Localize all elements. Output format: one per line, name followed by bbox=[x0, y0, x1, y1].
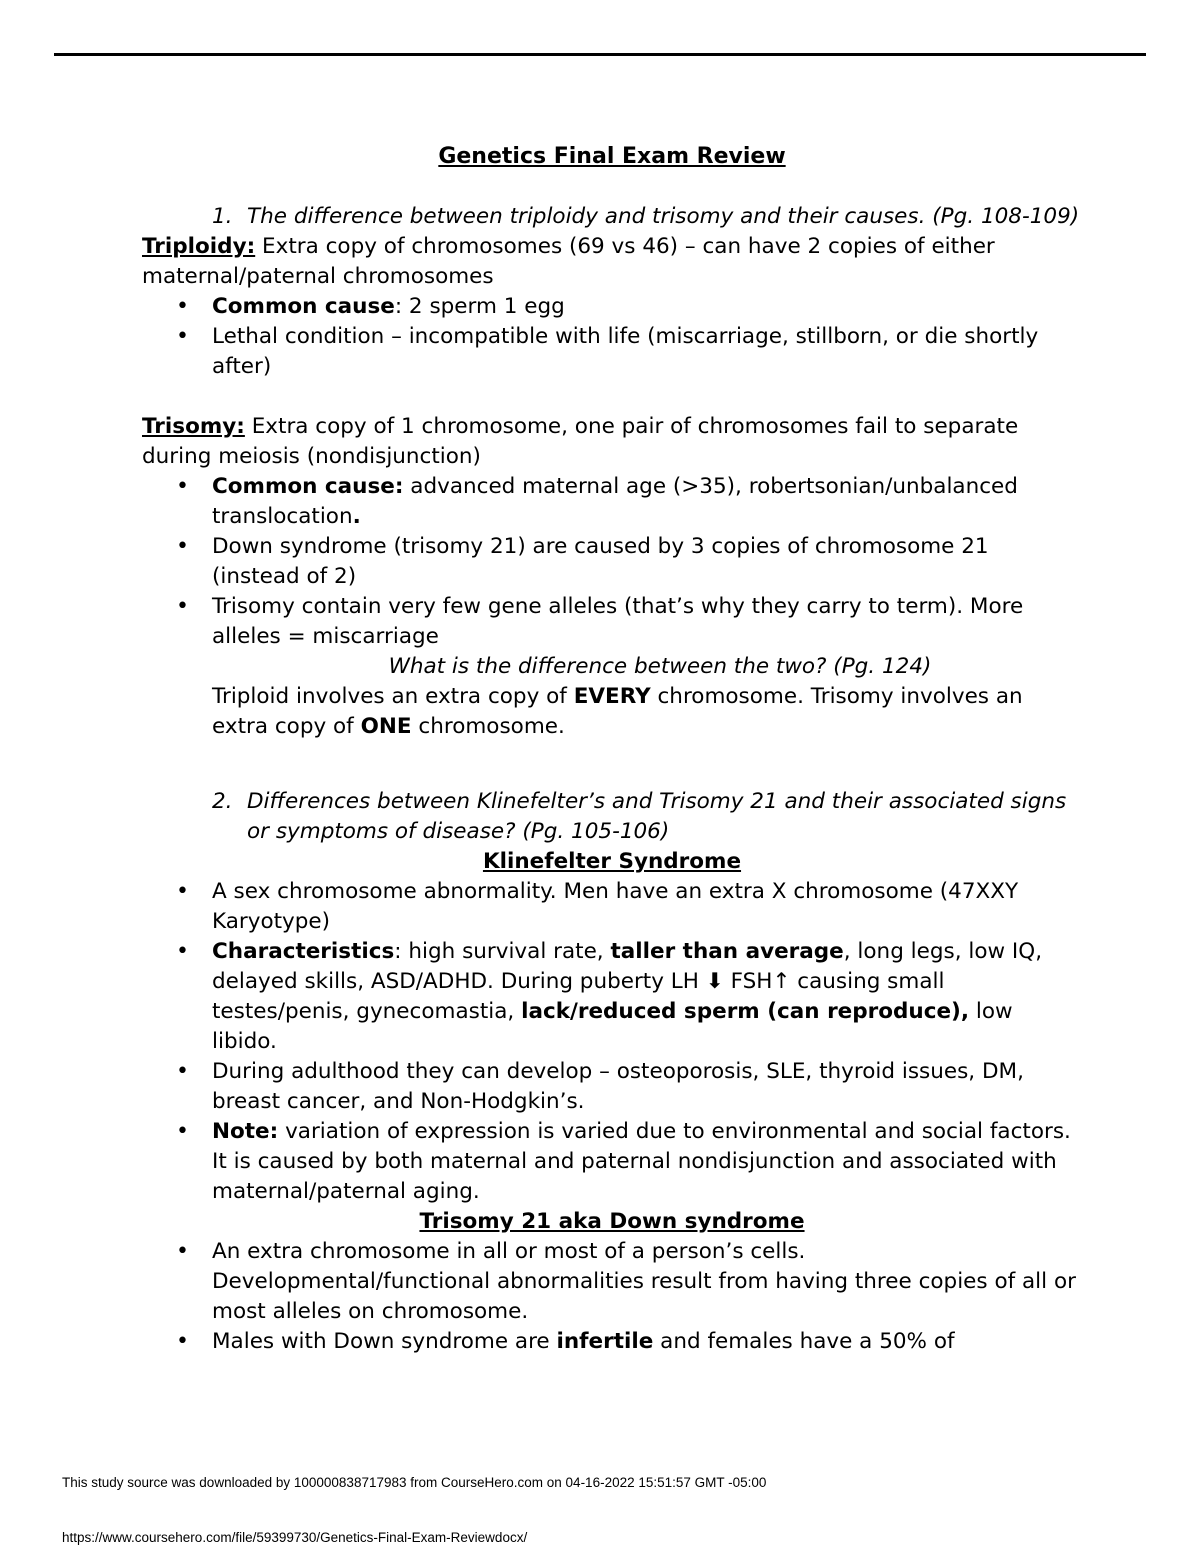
bullet-bold: Characteristics bbox=[212, 939, 395, 964]
list-item bbox=[142, 322, 1082, 382]
triploidy-bullets bbox=[142, 292, 1082, 382]
bullet-bold: Note: bbox=[212, 1119, 279, 1144]
question-number: 1. bbox=[212, 204, 233, 229]
list-item bbox=[142, 532, 1082, 592]
bullet-text: A sex chromosome abnormality. Men have an extra X chromosome (47XXY Karyotype) bbox=[212, 879, 1019, 934]
bullet-text: : 2 sperm 1 egg bbox=[394, 294, 565, 319]
list-item bbox=[142, 877, 1082, 937]
klinefelter-heading: Klinefelter Syndrome bbox=[482, 849, 742, 874]
bullet-text: , long legs, low IQ, delayed skills, ASD/ADHD. During puberty LH ⬇ FSH↑ causing small testes/penis, gynecomastia, bbox=[212, 939, 1043, 1024]
question-text: Differences between Klinefelter’s and Trisomy 21 and their associated signs or symptoms of disease? (Pg. 105-106) bbox=[247, 789, 1067, 844]
top-rule bbox=[54, 53, 1146, 56]
list-item bbox=[142, 1117, 1082, 1207]
question-number: 2. bbox=[212, 789, 233, 814]
trisomy-term: Trisomy: bbox=[142, 414, 245, 439]
bullet-text: : high survival rate, bbox=[394, 939, 611, 964]
klinefelter-bullets bbox=[142, 877, 1082, 1207]
answer-text: chromosome. Trisomy involves an extra copy of bbox=[212, 684, 1023, 739]
list-item bbox=[142, 292, 1082, 322]
list-item bbox=[142, 1237, 1082, 1327]
list-item bbox=[142, 1057, 1082, 1117]
trisomy-text: Extra copy of 1 chromosome, one pair of chromosomes fail to separate during meiosis (nondisjunction) bbox=[142, 414, 1019, 469]
document-body bbox=[142, 140, 1082, 1357]
bullet-text: Lethal condition – incompatible with life (miscarriage, stillborn, or die shortly after) bbox=[212, 324, 1039, 379]
bullet-bold: Common cause: bbox=[212, 474, 404, 499]
list-item bbox=[142, 1327, 1082, 1357]
bullet-text: Trisomy contain very few gene alleles (that’s why they carry to term). More alleles = miscarriage bbox=[212, 594, 1024, 649]
bullet-text: Males with Down syndrome are bbox=[212, 1329, 557, 1354]
triploidy-term: Triploidy: bbox=[142, 234, 256, 259]
question-1 bbox=[142, 202, 1082, 232]
bullet-text: and females have a 50% of bbox=[653, 1329, 955, 1354]
triploidy-definition bbox=[142, 232, 1082, 292]
answer-text: chromosome. bbox=[411, 714, 565, 739]
list-item bbox=[142, 472, 1082, 532]
down-syndrome-heading: Trisomy 21 aka Down syndrome bbox=[419, 1209, 805, 1234]
bullet-bold: lack/reduced sperm (can reproduce), bbox=[521, 999, 970, 1024]
trisomy-definition bbox=[142, 412, 1082, 472]
answer-bold: ONE bbox=[360, 714, 412, 739]
bullet-text: variation of expression is varied due to environmental and social factors. It is caused by both maternal and paternal nondisjunction and associated with maternal/paternal aging. bbox=[212, 1119, 1071, 1204]
answer-text: Triploid involves an extra copy of bbox=[212, 684, 574, 709]
bullet-text: low libido. bbox=[212, 999, 1013, 1054]
question-2 bbox=[142, 787, 1082, 847]
bullet-bold: Common cause bbox=[212, 294, 395, 319]
bullet-text: advanced maternal age (>35), robertsonian/unbalanced translocation bbox=[212, 474, 1018, 529]
bullet-text: An extra chromosome in all or most of a person’s cells. Developmental/functional abnormalities result from having three copies of all or most alleles on chromosome. bbox=[212, 1239, 1076, 1324]
triploidy-text: Extra copy of chromosomes (69 vs 46) – can have 2 copies of either maternal/paternal chromosomes bbox=[142, 234, 995, 289]
document-title: Genetics Final Exam Review bbox=[438, 144, 786, 169]
bullet-text: During adulthood they can develop – osteoporosis, SLE, thyroid issues, DM, breast cancer, and Non-Hodgkin’s. bbox=[212, 1059, 1024, 1114]
list-item bbox=[142, 937, 1082, 1057]
bullet-bold: infertile bbox=[556, 1329, 654, 1354]
sub-answer bbox=[142, 682, 1082, 742]
source-url-link[interactable]: https://www.coursehero.com/file/59399730/Genetics-Final-Exam-Reviewdocx/ bbox=[62, 1530, 528, 1545]
list-item bbox=[142, 592, 1082, 652]
down-syndrome-bullets bbox=[142, 1237, 1082, 1357]
download-notice: This study source was downloaded by 100000838717983 from CourseHero.com on 04-16-2022 15:51:57 GMT -05:00 bbox=[62, 1475, 767, 1490]
bullet-text: Down syndrome (trisomy 21) are caused by 3 copies of chromosome 21 (instead of 2) bbox=[212, 534, 989, 589]
sub-question: What is the difference between the two? (Pg. 124) bbox=[388, 654, 932, 679]
answer-bold: EVERY bbox=[573, 684, 651, 709]
question-text: The difference between triploidy and trisomy and their causes. (Pg. 108-109) bbox=[247, 204, 1080, 229]
bullet-bold: taller than average bbox=[610, 939, 844, 964]
trisomy-bullets bbox=[142, 472, 1082, 652]
bullet-bold: . bbox=[352, 504, 361, 529]
